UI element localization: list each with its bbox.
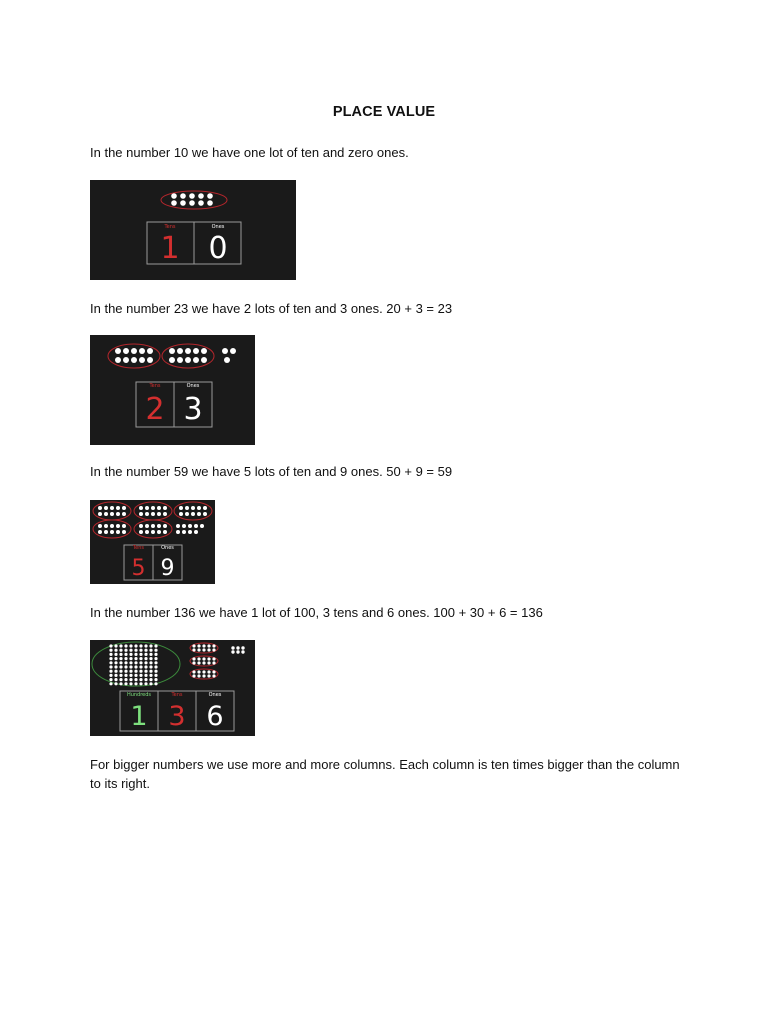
one-dots	[176, 530, 198, 534]
counter-dot	[119, 661, 122, 664]
counter-dot	[129, 670, 132, 673]
counter-dot	[122, 506, 126, 510]
hundreds-header: Hundreds	[126, 692, 152, 698]
counter-dot	[119, 649, 122, 652]
counter-dot	[241, 650, 244, 653]
counter-dot	[134, 665, 137, 668]
counter-dot	[119, 653, 122, 656]
counter-dot	[212, 674, 215, 677]
counter-dot	[151, 506, 155, 510]
counter-dot	[180, 200, 186, 206]
counter-dot	[144, 682, 147, 685]
ten-dots	[192, 670, 215, 677]
paragraph-bigger-numbers: For bigger numbers we use more and more columns. Each column is ten times bigger than the column to its right.	[90, 757, 680, 791]
tens-digit: 2	[145, 392, 165, 427]
counter-dot	[134, 682, 137, 685]
place-value-image-59	[90, 500, 215, 584]
counter-dot	[185, 348, 191, 354]
counter-dot	[151, 512, 155, 516]
counter-dot	[134, 649, 137, 652]
counter-dot	[200, 524, 204, 528]
ones-header: Ones	[211, 224, 225, 230]
tens-digit: 5	[131, 556, 146, 581]
counter-dot	[139, 644, 142, 647]
counter-dot	[192, 657, 195, 660]
counter-dot	[139, 682, 142, 685]
counter-dot	[124, 665, 127, 668]
counter-dot	[109, 649, 112, 652]
counter-dot	[149, 661, 152, 664]
counter-dot	[139, 665, 142, 668]
ten-group-ring	[174, 502, 212, 520]
counter-dot	[139, 661, 142, 664]
counter-dot	[185, 512, 189, 516]
counter-dot	[144, 644, 147, 647]
counter-dot	[149, 682, 152, 685]
counter-dot	[109, 678, 112, 681]
counter-dot	[144, 678, 147, 681]
counter-dot	[203, 512, 207, 516]
counter-dot	[202, 670, 205, 673]
counter-dot	[139, 348, 145, 354]
counter-dot	[124, 674, 127, 677]
counter-dot	[197, 670, 200, 673]
counter-dot	[134, 653, 137, 656]
counter-dot	[98, 506, 102, 510]
counter-dot	[114, 674, 117, 677]
counter-dot	[231, 646, 234, 649]
counter-dot	[114, 653, 117, 656]
page-title: PLACE VALUE	[332, 104, 436, 120]
counter-dot	[119, 665, 122, 668]
counter-dot	[124, 653, 127, 656]
paragraph-number-23: In the number 23 we have 2 lots of ten and 3 ones. 20 + 3 = 23	[90, 301, 453, 316]
counter-dot	[163, 524, 167, 528]
counter-dot	[129, 661, 132, 664]
counter-dot	[119, 674, 122, 677]
one-dots	[231, 646, 244, 653]
counter-dot	[192, 670, 195, 673]
counter-dot	[116, 524, 120, 528]
counter-dot	[124, 678, 127, 681]
counter-dot	[149, 678, 152, 681]
counter-dot	[236, 650, 239, 653]
paragraph-number-10: In the number 10 we have one lot of ten and zero ones.	[90, 145, 409, 160]
ten-group-ring	[134, 502, 172, 520]
counter-dot	[104, 512, 108, 516]
counter-dot	[202, 661, 205, 664]
counter-dot	[129, 665, 132, 668]
counter-dot	[171, 200, 177, 206]
counter-dot	[122, 512, 126, 516]
counter-dot	[124, 644, 127, 647]
paragraph-number-59: In the number 59 we have 5 lots of ten and 9 ones. 50 + 9 = 59	[90, 464, 453, 479]
counter-dot	[144, 661, 147, 664]
counter-dot	[203, 506, 207, 510]
counter-dot	[154, 649, 157, 652]
counter-dot	[212, 661, 215, 664]
counter-dot	[157, 524, 161, 528]
counter-dot	[139, 357, 145, 363]
counter-dot	[191, 506, 195, 510]
counter-dot	[154, 644, 157, 647]
counter-dot	[198, 200, 204, 206]
counter-dot	[115, 348, 121, 354]
counter-dot	[116, 512, 120, 516]
counter-dot	[109, 674, 112, 677]
ten-dots	[139, 506, 167, 516]
counter-dot	[109, 661, 112, 664]
counter-dot	[129, 644, 132, 647]
counter-dot	[201, 357, 207, 363]
counter-dot	[207, 644, 210, 647]
counter-dot	[134, 644, 137, 647]
counter-dot	[139, 653, 142, 656]
counter-dot	[241, 646, 244, 649]
tens-digit: 1	[160, 231, 180, 266]
counter-dot	[149, 665, 152, 668]
counter-dot	[114, 644, 117, 647]
counter-dot	[207, 670, 210, 673]
ten-dots	[115, 348, 153, 363]
counter-dot	[124, 670, 127, 673]
counter-dot	[236, 646, 239, 649]
counter-dot	[145, 512, 149, 516]
counter-dot	[207, 657, 210, 660]
counter-dot	[197, 674, 200, 677]
counter-dot	[109, 644, 112, 647]
counter-dot	[104, 506, 108, 510]
counter-dot	[147, 357, 153, 363]
counter-dot	[122, 524, 126, 528]
counter-dot	[124, 649, 127, 652]
counter-dot	[114, 649, 117, 652]
counter-dot	[129, 678, 132, 681]
counter-dot	[163, 530, 167, 534]
counter-dot	[134, 657, 137, 660]
counter-dot	[124, 661, 127, 664]
counter-dot	[182, 530, 186, 534]
counter-dot	[197, 644, 200, 647]
counter-dot	[177, 348, 183, 354]
counter-dot	[134, 674, 137, 677]
counter-dot	[149, 657, 152, 660]
one-dots	[176, 524, 204, 528]
counter-dot	[197, 661, 200, 664]
counter-dot	[201, 348, 207, 354]
counter-dot	[197, 648, 200, 651]
counter-dot	[154, 670, 157, 673]
ten-group-ring	[93, 520, 131, 538]
counter-dot	[157, 512, 161, 516]
counter-dot	[123, 357, 129, 363]
counter-dot	[145, 506, 149, 510]
counter-dot	[193, 348, 199, 354]
counter-dot	[139, 670, 142, 673]
counter-dot	[171, 193, 177, 199]
counter-dot	[131, 348, 137, 354]
counter-dot	[151, 530, 155, 534]
counter-dot	[202, 657, 205, 660]
ten-dots	[171, 193, 213, 206]
place-value-image-10	[90, 180, 296, 280]
counter-dot	[193, 357, 199, 363]
hundred-dots	[109, 644, 157, 685]
counter-dot	[110, 512, 114, 516]
counter-dot	[114, 665, 117, 668]
ten-group-ring	[161, 191, 227, 209]
ones-header: Ones	[161, 545, 174, 551]
counter-dot	[194, 524, 198, 528]
counter-dot	[188, 530, 192, 534]
counter-dot	[154, 665, 157, 668]
counter-dot	[115, 357, 121, 363]
counter-dot	[144, 657, 147, 660]
one-dot	[222, 348, 228, 354]
counter-dot	[129, 682, 132, 685]
counter-dot	[124, 682, 127, 685]
counter-dot	[182, 524, 186, 528]
counter-dot	[197, 506, 201, 510]
counter-dot	[231, 650, 234, 653]
counter-dot	[179, 506, 183, 510]
counter-dot	[154, 661, 157, 664]
counter-dot	[197, 512, 201, 516]
counter-dot	[131, 357, 137, 363]
counter-dot	[139, 530, 143, 534]
counter-dot	[202, 644, 205, 647]
counter-dot	[202, 674, 205, 677]
counter-dot	[110, 530, 114, 534]
place-value-image-23	[90, 335, 255, 445]
tens-header: Tens	[164, 224, 176, 230]
counter-dot	[139, 506, 143, 510]
counter-dot	[176, 524, 180, 528]
counter-dot	[139, 657, 142, 660]
counter-dot	[116, 530, 120, 534]
counter-dot	[157, 506, 161, 510]
ten-dots	[179, 506, 207, 516]
counter-dot	[144, 665, 147, 668]
paragraph-number-136: In the number 136 we have 1 lot of 100, 3 tens and 6 ones. 100 + 30 + 6 = 136	[90, 605, 543, 620]
counter-dot	[144, 653, 147, 656]
counter-dot	[154, 653, 157, 656]
counter-dot	[139, 524, 143, 528]
counter-dot	[202, 648, 205, 651]
counter-dot	[151, 524, 155, 528]
counter-dot	[110, 524, 114, 528]
counter-dot	[123, 348, 129, 354]
counter-dot	[154, 682, 157, 685]
counter-dot	[169, 357, 175, 363]
ten-dots	[98, 506, 126, 516]
ones-header: Ones	[186, 383, 200, 389]
ten-group-ring	[134, 520, 172, 538]
ones-header: Ones	[208, 692, 222, 698]
ten-dots	[192, 644, 215, 651]
counter-dot	[119, 670, 122, 673]
counter-dot	[134, 670, 137, 673]
counter-dot	[149, 670, 152, 673]
counter-dot	[134, 678, 137, 681]
counter-dot	[176, 530, 180, 534]
counter-dot	[179, 512, 183, 516]
counter-dot	[104, 530, 108, 534]
counter-dot	[212, 648, 215, 651]
ten-dots	[169, 348, 207, 363]
counter-dot	[129, 653, 132, 656]
counter-dot	[192, 674, 195, 677]
counter-dot	[185, 506, 189, 510]
counter-dot	[207, 661, 210, 664]
counter-dot	[145, 524, 149, 528]
counter-dot	[154, 674, 157, 677]
counter-dot	[154, 657, 157, 660]
counter-dot	[144, 649, 147, 652]
counter-dot	[119, 682, 122, 685]
counter-dot	[109, 665, 112, 668]
ones-digit: 3	[183, 392, 203, 427]
counter-dot	[157, 530, 161, 534]
counter-dot	[207, 648, 210, 651]
counter-dot	[147, 348, 153, 354]
counter-dot	[110, 506, 114, 510]
counter-dot	[119, 657, 122, 660]
counter-dot	[139, 649, 142, 652]
counter-dot	[139, 674, 142, 677]
counter-dot	[114, 657, 117, 660]
counter-dot	[122, 530, 126, 534]
counter-dot	[119, 644, 122, 647]
counter-dot	[188, 524, 192, 528]
ten-group-ring	[162, 344, 214, 368]
counter-dot	[139, 512, 143, 516]
counter-dot	[109, 670, 112, 673]
counter-dot	[129, 657, 132, 660]
counter-dot	[144, 670, 147, 673]
one-dot	[224, 357, 230, 363]
counter-dot	[169, 348, 175, 354]
ones-digit: 0	[208, 231, 228, 266]
counter-dot	[189, 200, 195, 206]
counter-dot	[98, 512, 102, 516]
counter-dot	[144, 674, 147, 677]
counter-dot	[145, 530, 149, 534]
counter-dot	[114, 678, 117, 681]
counter-dot	[192, 644, 195, 647]
counter-dot	[192, 661, 195, 664]
counter-dot	[109, 682, 112, 685]
counter-dot	[154, 678, 157, 681]
counter-dot	[207, 193, 213, 199]
counter-dot	[109, 653, 112, 656]
hundreds-digit: 1	[130, 701, 148, 732]
counter-dot	[192, 648, 195, 651]
one-dot	[230, 348, 236, 354]
counter-dot	[212, 657, 215, 660]
counter-dot	[109, 657, 112, 660]
counter-dot	[180, 193, 186, 199]
counter-dot	[116, 506, 120, 510]
place-value-image-136	[90, 640, 255, 736]
counter-dot	[114, 670, 117, 673]
counter-dot	[114, 682, 117, 685]
counter-dot	[185, 357, 191, 363]
ones-digit: 6	[206, 701, 224, 732]
counter-dot	[98, 530, 102, 534]
counter-dot	[134, 661, 137, 664]
ten-group-ring	[93, 502, 131, 520]
counter-dot	[114, 661, 117, 664]
ten-group-ring	[108, 344, 160, 368]
counter-dot	[177, 357, 183, 363]
counter-dot	[149, 649, 152, 652]
counter-dot	[207, 200, 213, 206]
counter-dot	[129, 674, 132, 677]
counter-dot	[139, 678, 142, 681]
tens-header: Tens	[149, 383, 161, 389]
counter-dot	[189, 193, 195, 199]
counter-dot	[198, 193, 204, 199]
counter-dot	[197, 657, 200, 660]
counter-dot	[129, 649, 132, 652]
counter-dot	[124, 657, 127, 660]
counter-dot	[194, 530, 198, 534]
counter-dot	[149, 644, 152, 647]
counter-dot	[212, 670, 215, 673]
counter-dot	[163, 506, 167, 510]
tens-header: Tens	[132, 545, 145, 551]
ten-dots	[98, 524, 126, 534]
counter-dot	[207, 674, 210, 677]
counter-dot	[119, 678, 122, 681]
counter-dot	[163, 512, 167, 516]
counter-dot	[98, 524, 102, 528]
ones-digit: 9	[160, 556, 175, 581]
counter-dot	[104, 524, 108, 528]
counter-dot	[191, 512, 195, 516]
counter-dot	[149, 674, 152, 677]
counter-dot	[212, 644, 215, 647]
ten-dots	[139, 524, 167, 534]
tens-digit: 3	[168, 701, 186, 732]
tens-header: Tens	[171, 692, 183, 698]
ten-dots	[192, 657, 215, 664]
counter-dot	[149, 653, 152, 656]
